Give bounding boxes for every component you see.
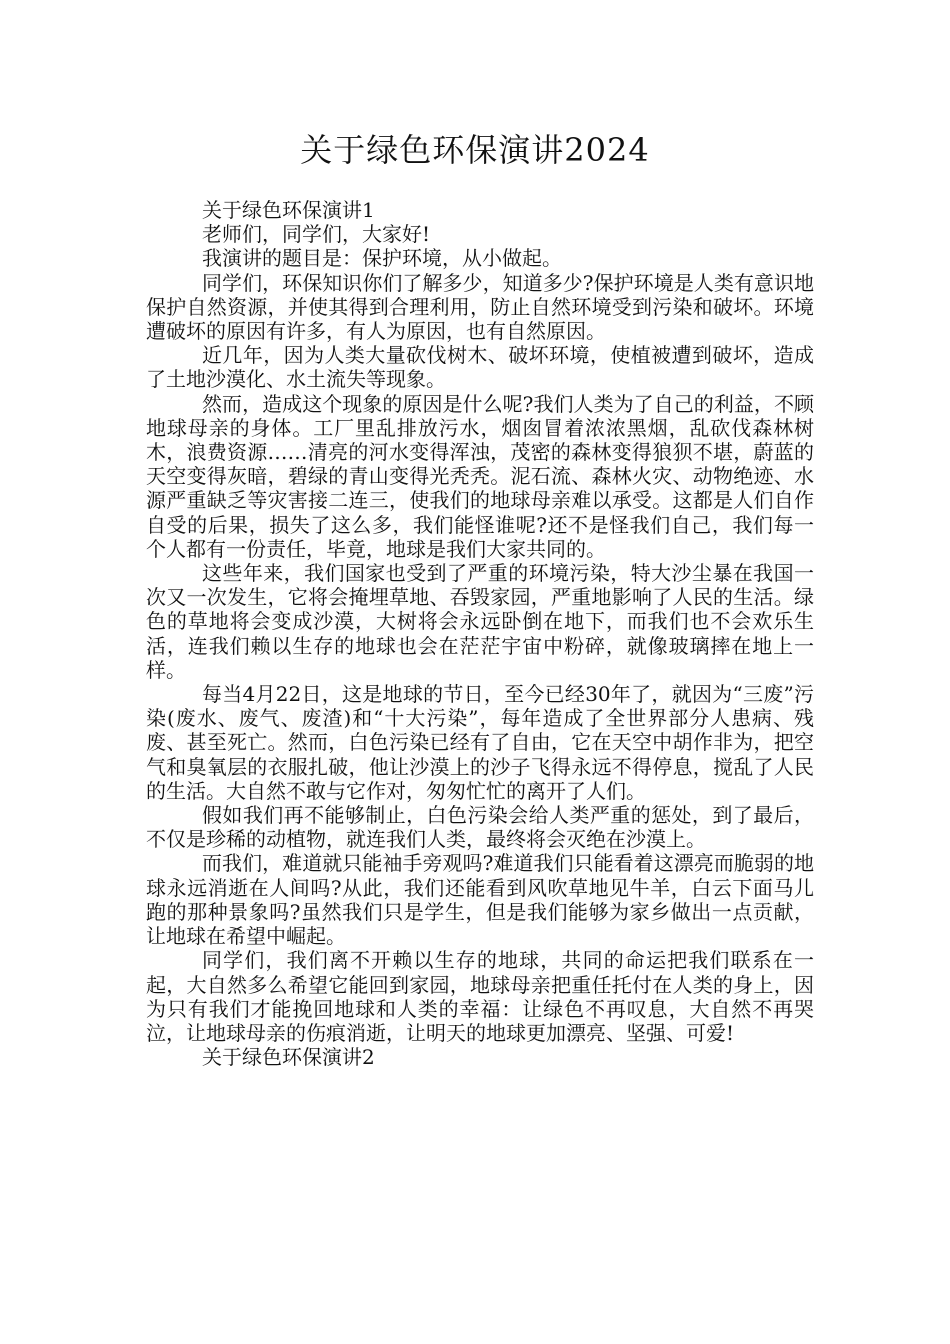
body-paragraph: 这些年来，我们国家也受到了严重的环境污染，特大沙尘暴在我国一次又一次发生，它将会掩埋草地、吞毁家园，严重地影响了人民的生活。绿色的草地将会变成沙漠，大树将会永远卧倒在地下，而我们也不会欢乐生活，连我们赖以生存的地球也会在茫茫宇宙中粉碎，就像玻璃摔在地上一样。 [146, 561, 814, 682]
section-heading: 关于绿色环保演讲1 [202, 198, 375, 222]
topic-paragraph: 我演讲的题目是：保护环境，从小做起。 [202, 246, 562, 271]
document-body [146, 198, 814, 1069]
body-paragraph: 近几年，因为人类大量砍伐树木、破坏环境，使植被遭到破坏，造成了土地沙漠化、水土流失等现象。 [146, 343, 814, 392]
body-paragraph: 假如我们再不能够制止，白色污染会给人类严重的惩处，到了最后，不仅是珍稀的动植物，就连我们人类，最终将会灭绝在沙漠上。 [146, 803, 814, 852]
document-title: 关于绿色环保演讲2024 [300, 131, 650, 169]
body-paragraph: 每当4月22日，这是地球的节日，至今已经30年了，就因为“三废”污染(废水、废气、废渣)和“十大污染”，每年造成了全世界部分人患病、残废、甚至死亡。然而，白色污染已经有了自由，它在天空中胡作非为，把空气和臭氧层的衣服扎破，他让沙漠上的沙子飞得永远不得停息，搅乱了人民的生活。大自然不敢与它作对，匆匆忙忙的离开了人们。 [146, 682, 814, 803]
greeting-paragraph: 老师们，同学们，大家好! [202, 222, 431, 247]
body-paragraph: 而我们，难道就只能袖手旁观吗?难道我们只能看着这漂亮而脆弱的地球永远消逝在人间吗?从此，我们还能看到风吹草地见牛羊，白云下面马儿跑的那种景象吗?虽然我们只是学生，但是我们能够为家乡做出一点贡献，让地球在希望中崛起。 [146, 851, 814, 949]
section-heading: 关于绿色环保演讲2 [202, 1045, 375, 1070]
body-paragraph: 同学们，环保知识你们了解多少，知道多少?保护环境是人类有意识地保护自然资源，并使其得到合理利用，防止自然环境受到污染和破坏。环境遭破坏的原因有许多，有人为原因，也有自然原因。 [146, 270, 814, 344]
body-paragraph: 然而，造成这个现象的原因是什么呢?我们人类为了自己的利益，不顾地球母亲的身体。工厂里乱排放污水，烟囱冒着浓浓黑烟，乱砍伐森林树木，浪费资源……清亮的河水变得浑浊，茂密的森林变得狼狈不堪，蔚蓝的天空变得灰暗，碧绿的青山变得光秃秃。泥石流、森林火灾、动物绝迹、水源严重缺乏等灾害接二连三，使我们的地球母亲难以承受。这都是人们自作自受的后果，损失了这么多，我们能怪谁呢?还不是怪我们自己，我们每一个人都有一份责任，毕竟，地球是我们大家共同的。 [146, 391, 814, 561]
body-paragraph: 同学们，我们离不开赖以生存的地球，共同的命运把我们联系在一起，大自然多么希望它能回到家园，地球母亲把重任托付在人类的身上，因为只有我们才能挽回地球和人类的幸福：让绿色不再叹息，大自然不再哭泣，让地球母亲的伤痕消逝，让明天的地球更加漂亮、坚强、可爱! [146, 948, 814, 1045]
